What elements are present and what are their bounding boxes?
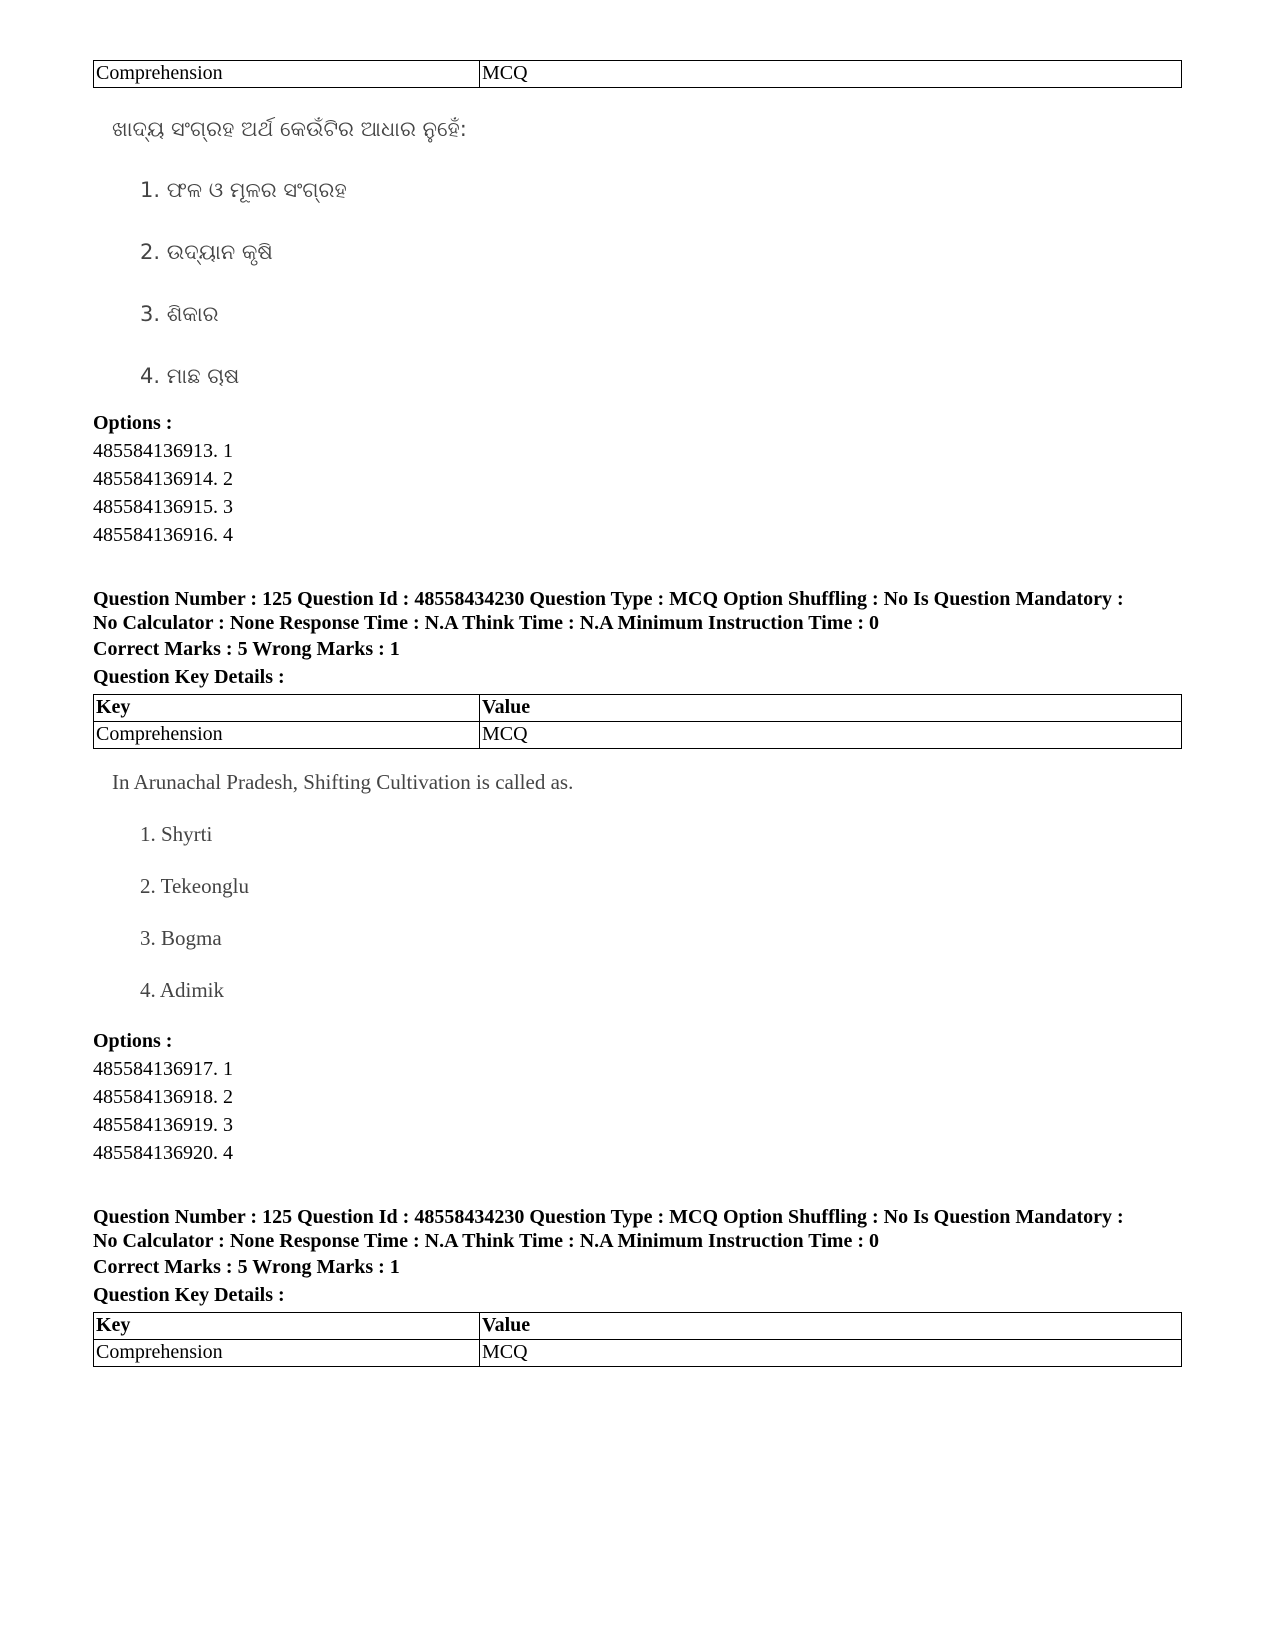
choice-item: 1. ଫଳ ଓ ମୂଳର ସଂଗ୍ରହ [140, 178, 347, 202]
table-header-key: Key [94, 1313, 480, 1340]
option-item: 485584136913. 1 [93, 440, 233, 462]
question-stem: ଖାଦ୍ୟ ସଂଗ୍ରହ ଅର୍ଥ କେଉଁଟିର ଆଧାର ନୁହେଁ: [112, 117, 467, 141]
choice-item: 3. Bogma [140, 926, 222, 950]
table-row [94, 1340, 1182, 1367]
table-header-row [94, 1313, 1182, 1340]
option-item: 485584136918. 2 [93, 1086, 233, 1108]
table-cell-value: MCQ [480, 722, 1182, 749]
question-stem: In Arunachal Pradesh, Shifting Cultivation is called as. [112, 770, 574, 794]
choice-item: 1. Shyrti [140, 822, 213, 846]
marks-line: Correct Marks : 5 Wrong Marks : 1 [93, 638, 400, 660]
table-row [94, 61, 1182, 88]
key-details-table [93, 1312, 1182, 1367]
option-item: 485584136920. 4 [93, 1142, 233, 1164]
key-details-table [93, 694, 1182, 749]
option-item: 485584136917. 1 [93, 1058, 233, 1080]
question-meta-line: No Calculator : None Response Time : N.A Think Time : N.A Minimum Instruction Time : 0 [93, 1230, 879, 1252]
table-cell-value: MCQ [480, 1340, 1182, 1367]
question-meta-line: Question Number : 125 Question Id : 48558434230 Question Type : MCQ Option Shuffling : No Is Question Mandatory : [93, 588, 1124, 610]
question-meta [93, 587, 1193, 635]
choice-item: 2. Tekeonglu [140, 874, 249, 898]
choice-item: 3. ଶିକାର [140, 302, 219, 326]
choice-item: 4. Adimik [140, 978, 225, 1002]
question-meta-line: Question Number : 125 Question Id : 48558434230 Question Type : MCQ Option Shuffling : No Is Question Mandatory : [93, 1206, 1124, 1228]
table-header-key: Key [94, 695, 480, 722]
table-cell-value: MCQ [480, 61, 1182, 88]
marks-line: Correct Marks : 5 Wrong Marks : 1 [93, 1256, 400, 1278]
key-details-table-top [93, 60, 1182, 88]
option-item: 485584136916. 4 [93, 524, 233, 546]
table-header-value: Value [480, 1313, 1182, 1340]
option-item: 485584136914. 2 [93, 468, 233, 490]
option-item: 485584136919. 3 [93, 1114, 233, 1136]
table-header-row [94, 695, 1182, 722]
table-cell-key: Comprehension [94, 1340, 480, 1367]
key-details-label: Question Key Details : [93, 1284, 285, 1306]
table-cell-key: Comprehension [94, 61, 480, 88]
options-label: Options : [93, 412, 173, 434]
question-meta-line: No Calculator : None Response Time : N.A Think Time : N.A Minimum Instruction Time : 0 [93, 612, 879, 634]
question-meta [93, 1205, 1193, 1253]
table-header-value: Value [480, 695, 1182, 722]
table-cell-key: Comprehension [94, 722, 480, 749]
key-details-label: Question Key Details : [93, 666, 285, 688]
choice-item: 2. ଉଦ୍ୟାନ କୃଷି [140, 240, 273, 264]
table-row [94, 722, 1182, 749]
option-item: 485584136915. 3 [93, 496, 233, 518]
choice-item: 4. ମାଛ ଚାଷ [140, 364, 240, 388]
options-label: Options : [93, 1030, 173, 1052]
